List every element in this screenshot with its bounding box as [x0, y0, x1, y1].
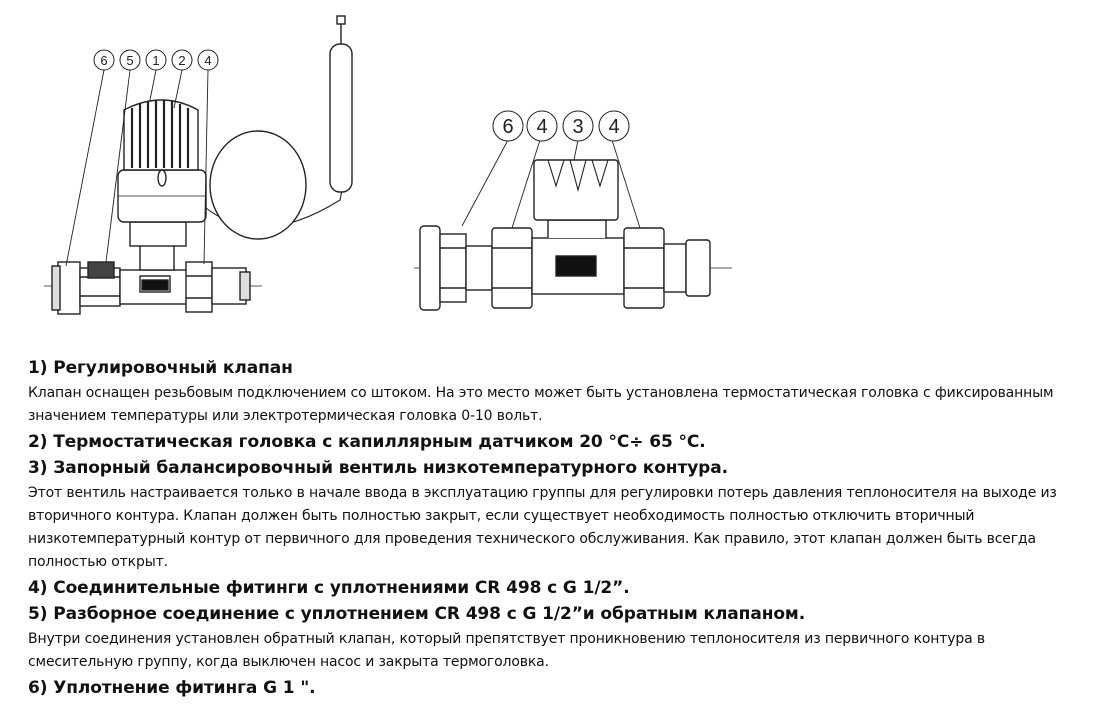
item-body: Клапан оснащен резьбовым подключением со штоком. На это место может быть установлена термостатическая головка с фиксированным значением температуры или электротермическая головка 0-10 вольт.: [28, 385, 1054, 424]
callout-label-6: 6: [100, 53, 108, 68]
callout-label-6b: 6: [502, 116, 514, 138]
item-heading: 4) Соединительные фитинги с уплотнениями CR 498 с G 1/2”.: [28, 578, 630, 598]
item-heading: 1) Регулировочный клапан: [28, 358, 293, 378]
description-list: [28, 356, 1088, 702]
callout-label-4c: 4: [608, 116, 620, 138]
callout-label-5: 5: [126, 53, 134, 68]
item-heading: 3) Запорный балансировочный вентиль низкотемпературного контура.: [28, 458, 728, 478]
technical-drawing: [0, 0, 1100, 335]
callout-label-1: 1: [152, 53, 160, 68]
item-heading: 6) Уплотнение фитинга G 1 ".: [28, 678, 316, 698]
item-heading: 5) Разборное соединение с уплотнением CR 498 с G 1/2”и обратным клапаном.: [28, 604, 806, 624]
right-valve-assembly: [414, 140, 732, 310]
item-heading: 2) Термостатическая головка с капиллярным датчиком 20 °C÷ 65 °C.: [28, 432, 706, 452]
callout-label-4: 4: [204, 53, 212, 68]
callout-label-4b: 4: [536, 116, 548, 138]
callout-label-2: 2: [178, 53, 186, 68]
callout-label-3b: 3: [572, 116, 584, 138]
item-body: Этот вентиль настраивается только в начале ввода в эксплуатацию группы для регулировки потерь давления теплоносителя на выходе из вторичного контура. Клапан должен быть полностью закрыт, если существует необходимость полностью отключить вторичный низкотемпературный контур от первичного для проведения технического обслуживания. Как правило, этот клапан должен быть всегда полностью открыт.: [28, 485, 1057, 570]
item-body: Внутри соединения установлен обратный клапан, который препятствует проникновению теплоносителя из первичного контура в смесительную группу, когда выключен насос и закрыта термоголовка.: [28, 631, 985, 670]
